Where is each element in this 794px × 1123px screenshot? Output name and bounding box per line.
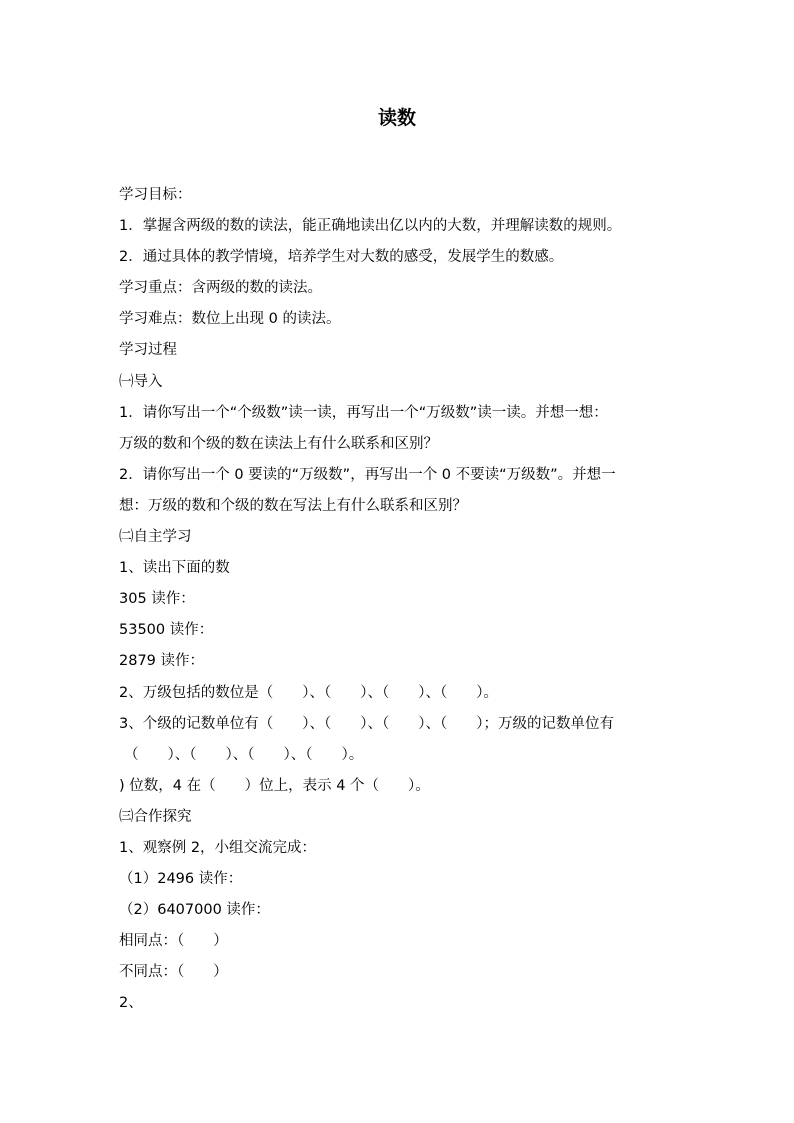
section-heading-process: 学习过程: [119, 342, 177, 359]
page-title: 读数: [377, 107, 416, 129]
read-number-2879: 2879 读作：: [119, 653, 205, 670]
digit-place-question: ) 位数，4 在（ ）位上，表示 4 个（ ）。: [119, 777, 430, 794]
objective-item-2: 2．通过具体的教学情境，培养学生对大数的感受，发展学生的数感。: [119, 249, 564, 266]
section-heading-objectives: 学习目标：: [119, 187, 192, 203]
self-study-task-1: 1、读出下面的数: [119, 560, 230, 577]
read-number-305: 305 读作：: [119, 591, 195, 608]
subsection-heading-cooperative: ㈢合作探究: [119, 808, 192, 825]
cooperative-task-2: 2、: [119, 995, 143, 1012]
intro-question-1: 1．请你写出一个“个级数”读一读，再写出一个“万级数”读一读。并想一想：: [119, 404, 608, 421]
self-study-task-3: 3、个级的记数单位有（ ）、（ ）、（ ）、（ ）；万级的记数单位有: [119, 715, 614, 732]
similarities-line: 相同点：（ ）: [119, 933, 228, 950]
read-number-53500: 53500 读作：: [119, 622, 214, 639]
objective-item-1: 1．掌握含两级的数的读法，能正确地读出亿以内的大数，并理解读数的规则。: [119, 218, 622, 235]
intro-question-2: 2．请你写出一个 0 要读的“万级数”，再写出一个 0 不要读“万级数”。并想一: [119, 466, 616, 483]
subsection-heading-intro: ㈠导入: [119, 373, 163, 390]
key-point: 学习重点：含两级的数的读法。: [119, 280, 322, 297]
difficult-point: 学习难点：数位上出现 0 的读法。: [119, 311, 341, 328]
read-number-2496: （1）2496 读作：: [119, 871, 243, 888]
self-study-task-3-cont: （ ）、（ ）、（ ）、（ ）。: [124, 746, 364, 763]
intro-question-2-cont: 想：万级的数和个级的数在写法上有什么联系和区别？: [119, 497, 467, 514]
cooperative-task-1: 1、观察例 2，小组交流完成：: [119, 839, 317, 856]
self-study-task-2: 2、万级包括的数位是（ ）、（ ）、（ ）、（ ）。: [119, 684, 498, 701]
document-body: [119, 180, 699, 1020]
differences-line: 不同点：（ ）: [119, 964, 228, 981]
read-number-6407000: （2）6407000 读作：: [119, 902, 270, 919]
intro-question-1-cont: 万级的数和个级的数在读法上有什么联系和区别？: [119, 435, 438, 452]
subsection-heading-self-study: ㈡自主学习: [119, 529, 192, 546]
